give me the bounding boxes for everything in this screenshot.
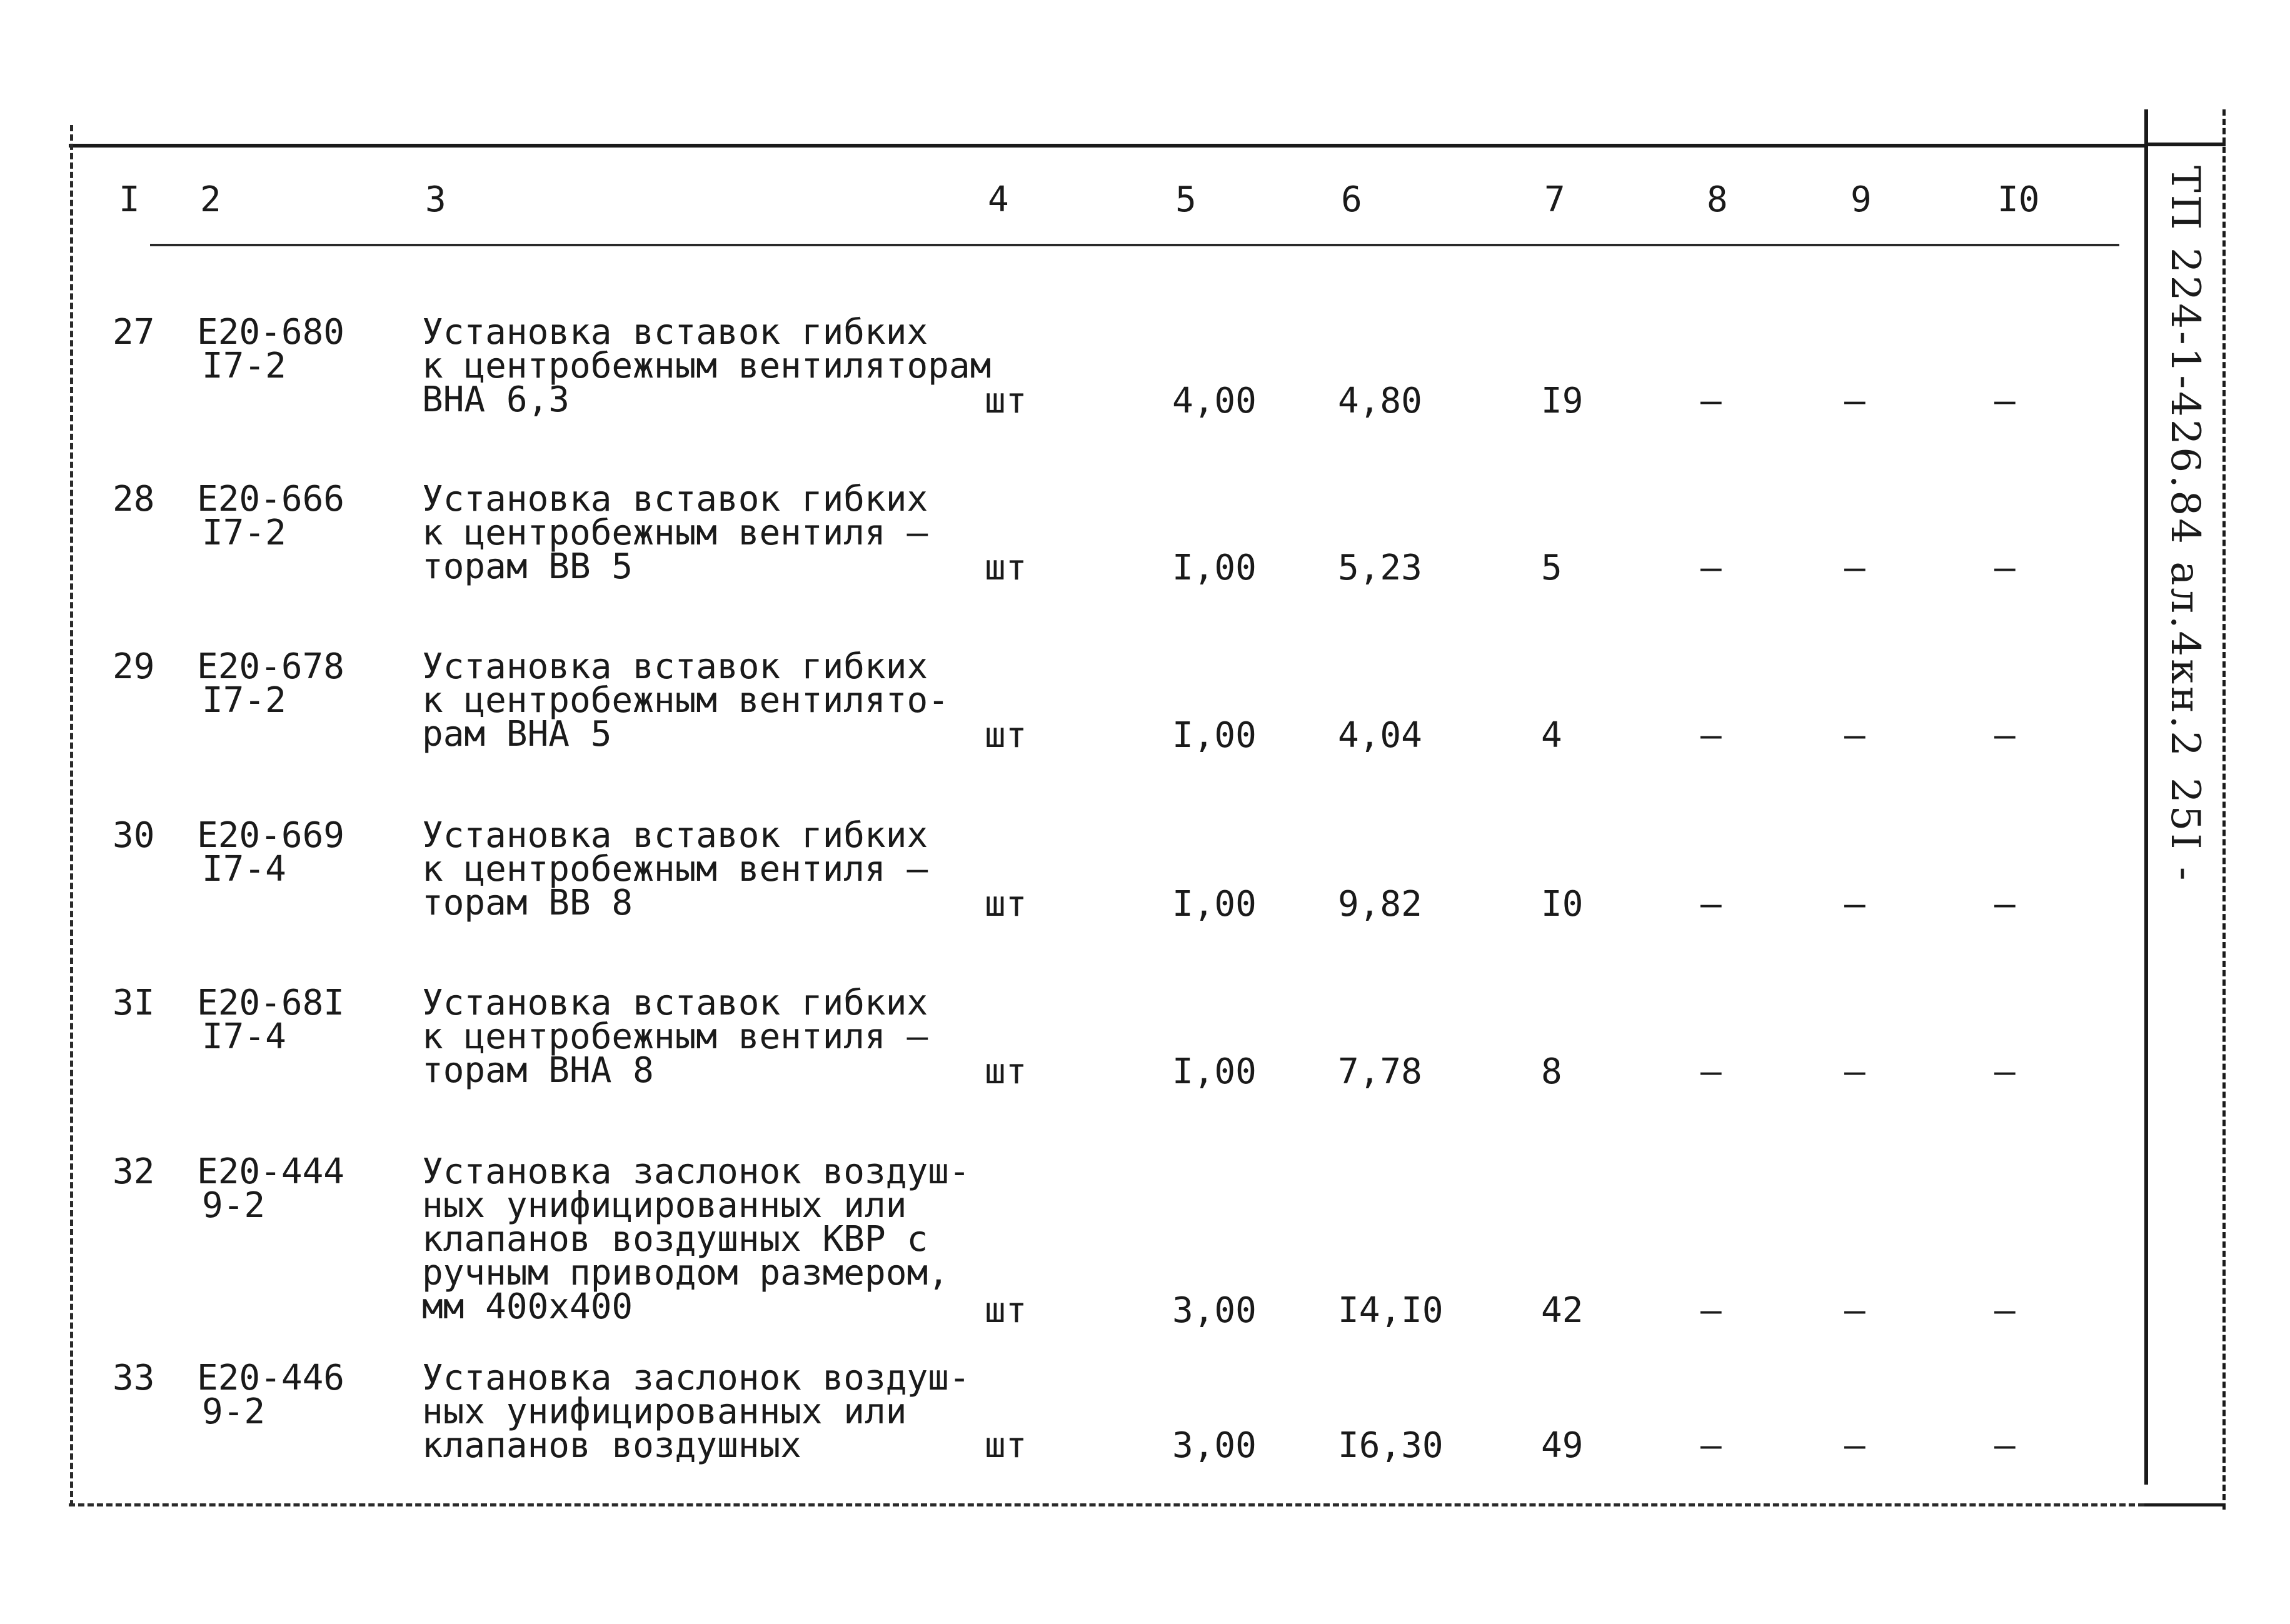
row-col7: 4 xyxy=(1541,715,1562,756)
stamp-top-border xyxy=(2144,143,2226,146)
row-col8: – xyxy=(1700,715,1722,756)
row-col7: I9 xyxy=(1541,381,1584,421)
row-description-line: Установка вставок гибких xyxy=(422,312,928,353)
row-description-line: к центробежным вентиля – xyxy=(422,849,928,890)
header-separator xyxy=(150,244,2119,246)
row-quantity: I,00 xyxy=(1172,548,1257,588)
row-description-line: к центробежным вентиля – xyxy=(422,513,928,553)
row-description-line: Установка вставок гибких xyxy=(422,479,928,519)
stamp-doc-code: ТП 224-1-426.84 ал.4кн.2 xyxy=(2162,166,2208,759)
table-bottom-border xyxy=(69,1503,2144,1506)
column-header-1: I xyxy=(119,179,140,220)
row-number: 30 xyxy=(113,815,155,856)
column-header-10: I0 xyxy=(1997,179,2040,220)
row-code xyxy=(197,815,345,890)
row-code-line: E20-68I xyxy=(197,983,345,1023)
row-col7: 42 xyxy=(1541,1290,1584,1331)
row-col10: – xyxy=(1994,884,2016,925)
row-col6: I6,30 xyxy=(1338,1425,1444,1466)
row-col10: – xyxy=(1994,1051,2016,1092)
side-stamp xyxy=(2162,166,2208,883)
row-col7: 5 xyxy=(1541,548,1562,588)
row-code xyxy=(197,312,345,386)
row-col8: – xyxy=(1700,1051,1722,1092)
row-quantity: I,00 xyxy=(1172,715,1257,756)
row-col6: 4,04 xyxy=(1338,715,1422,756)
row-col6: 9,82 xyxy=(1338,884,1422,925)
column-header-3: 3 xyxy=(425,179,446,220)
column-header-4: 4 xyxy=(988,179,1009,220)
stamp-left-border xyxy=(2144,109,2148,1485)
row-quantity: 3,00 xyxy=(1172,1290,1257,1331)
row-code-line: I7-4 xyxy=(202,849,286,890)
row-col8: – xyxy=(1700,884,1722,925)
row-description-line: к центробежным вентилято- xyxy=(422,680,949,721)
row-col10: – xyxy=(1994,715,2016,756)
row-code-line: 9-2 xyxy=(202,1391,266,1432)
row-description xyxy=(422,1358,970,1466)
table-top-border xyxy=(69,144,2144,148)
row-description-line: рам ВНА 5 xyxy=(422,714,612,754)
stamp-page-number: 25I - xyxy=(2162,777,2208,883)
row-number: 27 xyxy=(113,312,155,353)
row-col8: – xyxy=(1700,381,1722,421)
row-code xyxy=(197,983,345,1057)
row-col6: 7,78 xyxy=(1338,1051,1422,1092)
row-description-line: торам ВНА 8 xyxy=(422,1050,654,1091)
row-unit: шт xyxy=(985,381,1027,421)
row-unit: шт xyxy=(985,1290,1027,1331)
row-code-line: I7-2 xyxy=(202,346,286,386)
column-header-7: 7 xyxy=(1544,179,1565,220)
row-col9: – xyxy=(1844,1051,1866,1092)
row-col7: 49 xyxy=(1541,1425,1584,1466)
row-description-line: торам ВВ 8 xyxy=(422,883,633,923)
row-number: 28 xyxy=(113,479,155,519)
row-col9: – xyxy=(1844,381,1866,421)
row-code-line: E20-678 xyxy=(197,646,345,687)
row-description xyxy=(422,312,992,420)
row-description-line: мм 400х400 xyxy=(422,1286,633,1327)
row-number: 33 xyxy=(113,1358,155,1398)
column-header-9: 9 xyxy=(1851,179,1872,220)
row-description-line: клапанов воздушных КВР с xyxy=(422,1219,928,1260)
row-code-line: E20-446 xyxy=(197,1358,345,1398)
row-description xyxy=(422,646,949,754)
row-description xyxy=(422,983,928,1091)
row-description-line: Установка заслонок воздуш- xyxy=(422,1151,970,1192)
column-header-6: 6 xyxy=(1341,179,1362,220)
column-header-5: 5 xyxy=(1175,179,1197,220)
row-col10: – xyxy=(1994,548,2016,588)
column-header-2: 2 xyxy=(200,179,221,220)
row-code xyxy=(197,1151,345,1226)
row-number: 32 xyxy=(113,1151,155,1192)
row-col7: 8 xyxy=(1541,1051,1562,1092)
row-col6: 5,23 xyxy=(1338,548,1422,588)
row-description-line: ВНА 6,3 xyxy=(422,379,570,420)
row-col7: I0 xyxy=(1541,884,1584,925)
row-col8: – xyxy=(1700,1290,1722,1331)
row-unit: шт xyxy=(985,715,1027,756)
row-unit: шт xyxy=(985,1051,1027,1092)
row-col9: – xyxy=(1844,715,1866,756)
row-code-line: E20-680 xyxy=(197,312,345,353)
row-description-line: к центробежным вентиля – xyxy=(422,1016,928,1057)
row-col10: – xyxy=(1994,1290,2016,1331)
row-description-line: клапанов воздушных xyxy=(422,1425,801,1466)
column-header-8: 8 xyxy=(1707,179,1728,220)
row-description xyxy=(422,815,928,923)
row-col10: – xyxy=(1994,1425,2016,1466)
row-col9: – xyxy=(1844,548,1866,588)
row-description-line: ных унифицированных или xyxy=(422,1185,907,1226)
row-description-line: ных унифицированных или xyxy=(422,1391,907,1432)
row-col8: – xyxy=(1700,548,1722,588)
row-description-line: Установка заслонок воздуш- xyxy=(422,1358,970,1398)
row-description-line: Установка вставок гибких xyxy=(422,646,928,687)
row-unit: шт xyxy=(985,1425,1027,1466)
row-col6: I4,I0 xyxy=(1338,1290,1444,1331)
row-description-line: ручным приводом размером, xyxy=(422,1253,949,1293)
row-description xyxy=(422,479,928,587)
row-code-line: I7-2 xyxy=(202,513,286,553)
row-code-line: 9-2 xyxy=(202,1185,266,1226)
row-code-line: E20-666 xyxy=(197,479,345,519)
row-description xyxy=(422,1151,970,1327)
row-code xyxy=(197,646,345,721)
stamp-right-border xyxy=(2222,109,2226,1510)
row-code-line: E20-669 xyxy=(197,815,345,856)
row-quantity: 4,00 xyxy=(1172,381,1257,421)
row-quantity: 3,00 xyxy=(1172,1425,1257,1466)
row-col9: – xyxy=(1844,1290,1866,1331)
row-description-line: Установка вставок гибких xyxy=(422,983,928,1023)
row-col9: – xyxy=(1844,884,1866,925)
row-unit: шт xyxy=(985,884,1027,925)
row-description-line: Установка вставок гибких xyxy=(422,815,928,856)
row-code xyxy=(197,479,345,553)
row-description-line: к центробежным вентиляторам xyxy=(422,346,992,386)
row-description-line: торам ВВ 5 xyxy=(422,546,633,587)
row-code-line: I7-2 xyxy=(202,680,286,721)
row-col9: – xyxy=(1844,1425,1866,1466)
row-col8: – xyxy=(1700,1425,1722,1466)
row-col10: – xyxy=(1994,381,2016,421)
row-code-line: E20-444 xyxy=(197,1151,345,1192)
row-number: 29 xyxy=(113,646,155,687)
row-unit: шт xyxy=(985,548,1027,588)
row-number: 3I xyxy=(113,983,155,1023)
row-quantity: I,00 xyxy=(1172,1051,1257,1092)
row-quantity: I,00 xyxy=(1172,884,1257,925)
stamp-bottom-border xyxy=(2144,1503,2226,1506)
row-col6: 4,80 xyxy=(1338,381,1422,421)
row-code-line: I7-4 xyxy=(202,1016,286,1057)
table-left-border xyxy=(70,125,73,1506)
row-code xyxy=(197,1358,345,1432)
